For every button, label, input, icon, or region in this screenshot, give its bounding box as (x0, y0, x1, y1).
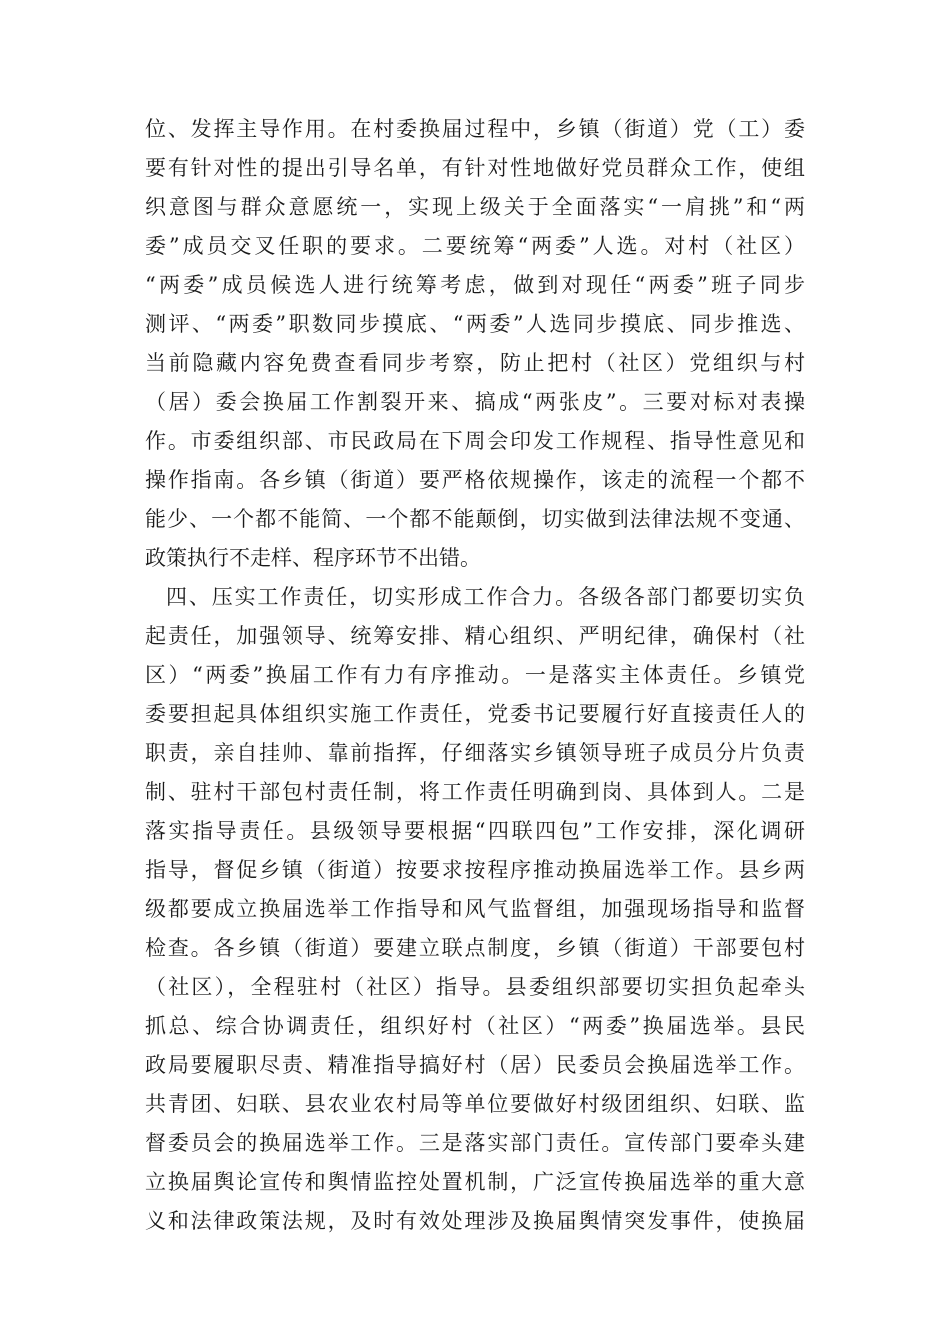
body-text (145, 110, 805, 1241)
text-line: 检查。各乡镇（街道）要建立联点制度，乡镇（街道）干部要包村 (145, 936, 805, 960)
text-line: 能少、一个都不能简、一个都不能颠倒，切实做到法律法规不变通、 (145, 507, 805, 531)
text-line: 测评、“两委”职数同步摸底、“两委”人选同步摸底、同步推选、 (145, 312, 805, 336)
text-line: 指导，督促乡镇（街道）按要求按程序推动换届选举工作。县乡两 (145, 858, 805, 882)
text-line: 当前隐藏内容免费查看同步考察，防止把村（社区）党组织与村 (145, 351, 805, 375)
paragraph-2 (145, 578, 805, 1241)
text-line: 起责任，加强领导、统筹安排、精心组织、严明纪律，确保村（社 (145, 624, 805, 648)
text-line: 作。市委组织部、市民政局在下周会印发工作规程、指导性意见和 (145, 429, 805, 453)
text-line: 政策执行不走样、程序环节不出错。 (145, 546, 481, 570)
text-line: 制、驻村干部包村责任制，将工作责任明确到岗、具体到人。二是 (145, 780, 805, 804)
text-line: 督委员会的换届选举工作。三是落实部门责任。宣传部门要牵头建 (145, 1131, 805, 1155)
text-line: 操作指南。各乡镇（街道）要严格依规操作，该走的流程一个都不 (145, 468, 805, 492)
text-line: “两委”成员候选人进行统筹考虑，做到对现任“两委”班子同步 (145, 273, 805, 297)
text-line: 政局要履职尽责、精准指导搞好村（居）民委员会换届选举工作。 (145, 1053, 805, 1077)
text-line: （社区），全程驻村（社区）指导。县委组织部要切实担负起牵头 (145, 975, 805, 999)
text-line: 立换届舆论宣传和舆情监控处置机制，广泛宣传换届选举的重大意 (145, 1170, 805, 1194)
text-line: 要有针对性的提出引导名单，有针对性地做好党员群众工作，使组 (145, 156, 805, 180)
text-line: 共青团、妇联、县农业农村局等单位要做好村级团组织、妇联、监 (145, 1092, 805, 1116)
text-line: （居）委会换届工作割裂开来、搞成“两张皮”。三要对标对表操 (145, 390, 805, 414)
text-line: 抓总、综合协调责任，组织好村（社区）“两委”换届选举。县民 (145, 1014, 805, 1038)
text-line: 义和法律政策法规，及时有效处理涉及换届舆情突发事件，使换届 (145, 1209, 805, 1233)
text-line: 织意图与群众意愿统一，实现上级关于全面落实“一肩挑”和“两 (145, 195, 805, 219)
text-line: 落实指导责任。县级领导要根据“四联四包”工作安排，深化调研 (145, 819, 805, 843)
text-line: 职责，亲自挂帅、靠前指挥，仔细落实乡镇领导班子成员分片负责 (145, 741, 805, 765)
paragraph-1 (145, 110, 805, 578)
text-line: 委要担起具体组织实施工作责任，党委书记要履行好直接责任人的 (145, 702, 805, 726)
text-line: 级都要成立换届选举工作指导和风气监督组，加强现场指导和监督 (145, 897, 805, 921)
text-line: 区）“两委”换届工作有力有序推动。一是落实主体责任。乡镇党 (145, 663, 805, 687)
text-line: 委”成员交叉任职的要求。二要统筹“两委”人选。对村（社区） (145, 234, 805, 258)
text-line: 四、压实工作责任，切实形成工作合力。各级各部门都要切实负 (166, 585, 805, 609)
text-line: 位、发挥主导作用。在村委换届过程中，乡镇（街道）党（工）委 (145, 117, 805, 141)
